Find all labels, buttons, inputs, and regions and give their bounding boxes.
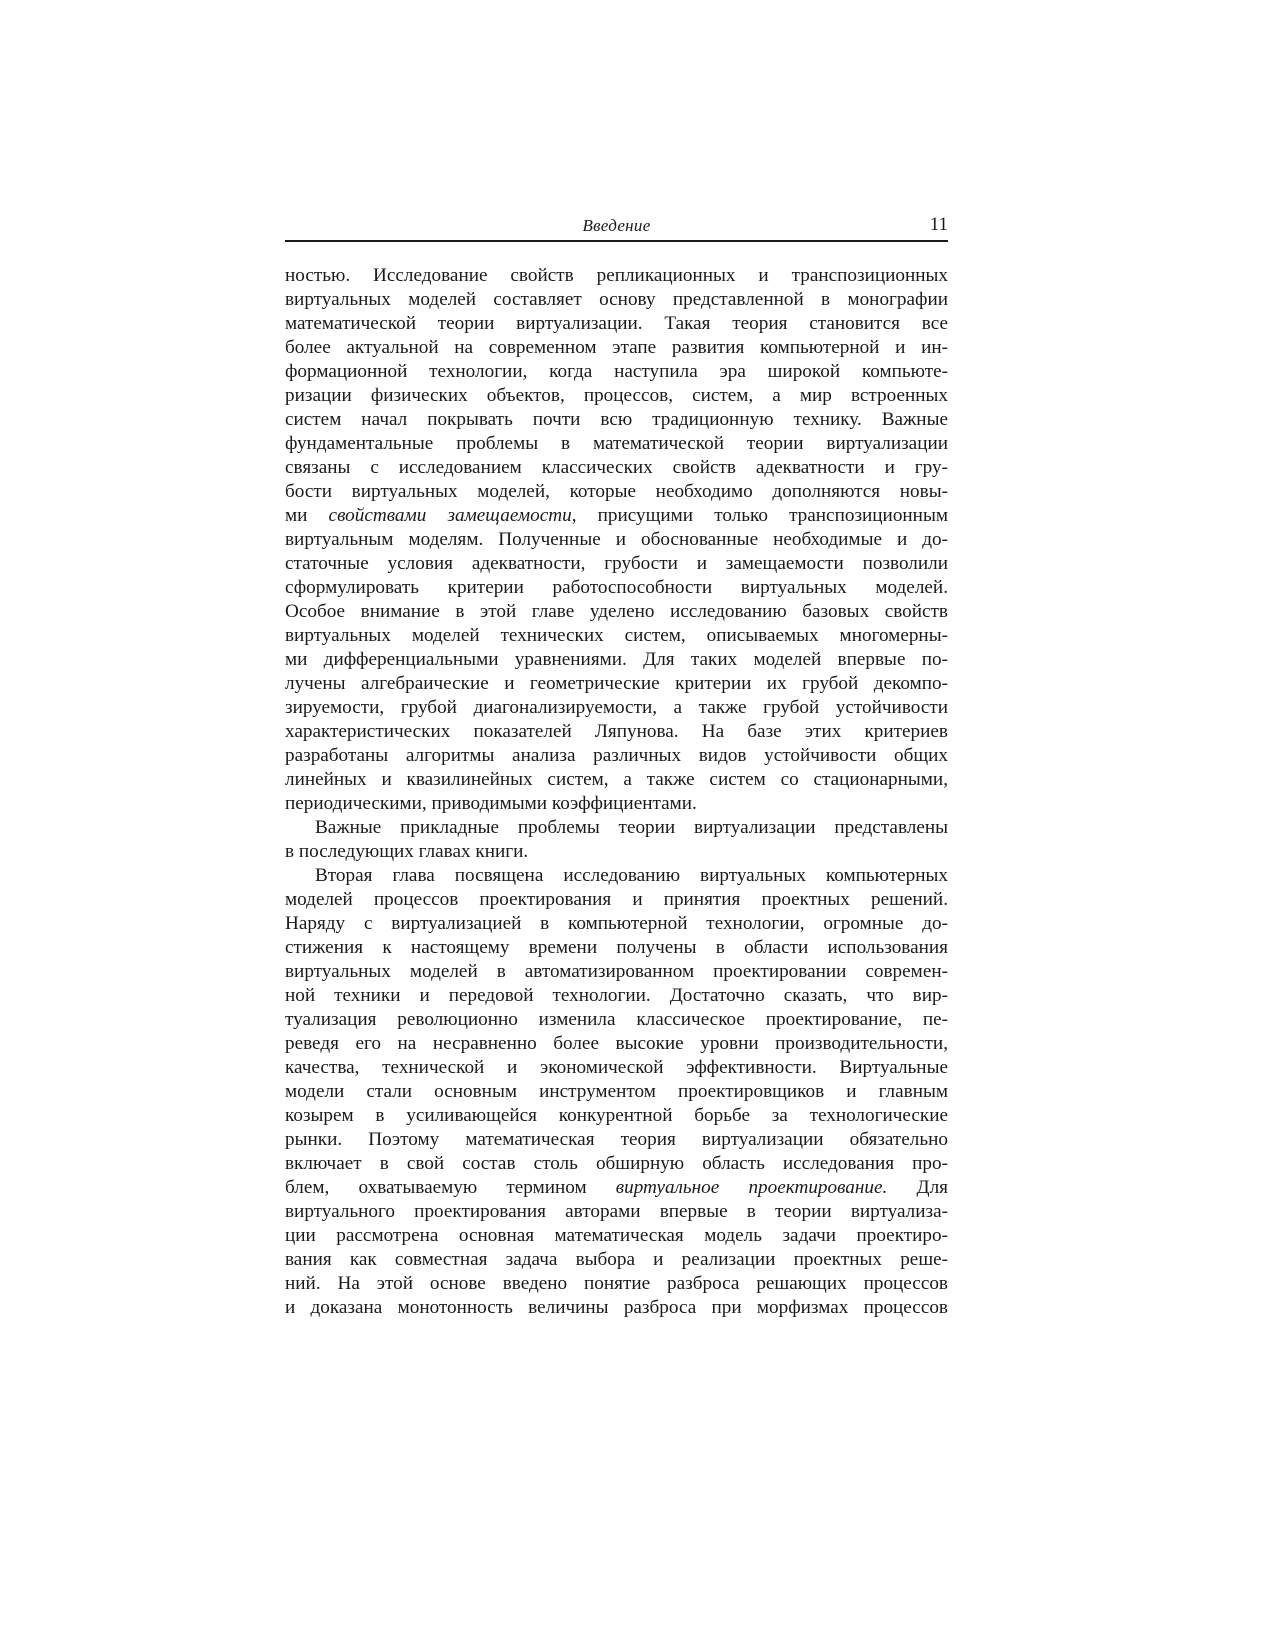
paragraph-3-line: виртуального проектирования авторами впервые в теории виртуализа-: [285, 1201, 948, 1222]
paragraph-3-line: Наряду с виртуализацией в компьютерной технологии, огромные до-: [285, 913, 948, 934]
paragraph-1-line: математической теории виртуализации. Такая теория становится все: [285, 313, 948, 334]
paragraph-3-line: вания как совместная задача выбора и реализации проектных реше-: [285, 1249, 948, 1270]
paragraph-3-line: ний. На этой основе введено понятие разброса решающих процессов: [285, 1273, 948, 1294]
paragraph-3-line: включает в свой состав столь обширную область исследования про-: [285, 1153, 948, 1174]
running-head: [285, 212, 948, 242]
paragraph-2-line: в последующих главах книги.: [285, 841, 529, 862]
page-number: 11: [929, 214, 948, 235]
paragraph-3-line: модели стали основным инструментом проектировщиков и главным: [285, 1081, 948, 1102]
paragraph-1-line: линейных и квазилинейных систем, а также систем со стационарными,: [285, 769, 948, 790]
paragraph-1-line: разработаны алгоритмы анализа различных видов устойчивости общих: [285, 745, 948, 766]
paragraph-1-line: ми дифференциальными уравнениями. Для таких моделей впервые по-: [285, 649, 948, 670]
line-text: Для: [887, 1177, 948, 1198]
paragraph-3-line: стижения к настоящему времени получены в области использования: [285, 937, 948, 958]
book-page: [285, 212, 948, 1320]
paragraph-1-line: виртуальных моделей технических систем, описываемых многомерны-: [285, 625, 948, 646]
paragraph-1-line: лучены алгебраические и геометрические критерии их грубой декомпо-: [285, 673, 948, 694]
line-text: ми: [285, 505, 329, 526]
paragraph-3-line: козырем в усиливающейся конкурентной борьбе за технологические: [285, 1105, 948, 1126]
paragraph-1-line: ностью. Исследование свойств репликационных и транспозиционных: [285, 265, 948, 286]
paragraph-1-line: бости виртуальных моделей, которые необходимо дополняются новы-: [285, 481, 948, 502]
paragraph-3-line: качества, технической и экономической эффективности. Виртуальные: [285, 1057, 948, 1078]
paragraph-3-line: туализация революционно изменила классическое проектирование, пе-: [285, 1009, 948, 1030]
paragraph-1-line: периодическими, приводимыми коэффициентами.: [285, 793, 697, 814]
paragraph-3-line: и доказана монотонность величины разброса при морфизмах процессов: [285, 1297, 948, 1318]
paragraph-1-line: сформулировать критерии работоспособности виртуальных моделей.: [285, 577, 948, 598]
line-text: , присущими только транспозиционным: [571, 505, 948, 526]
paragraph-1-line: Особое внимание в этой главе уделено исследованию базовых свойств: [285, 601, 948, 622]
paragraph-1-line: зируемости, грубой диагонализируемости, а также грубой устойчивости: [285, 697, 948, 718]
running-title: Введение: [582, 216, 651, 235]
paragraph-1-line: связаны с исследованием классических свойств адекватности и гру-: [285, 457, 948, 478]
body-text: [285, 264, 948, 1320]
paragraph-3-line: реведя его на несравненно более высокие уровни производительности,: [285, 1033, 948, 1054]
paragraph-1-line: виртуальным моделям. Полученные и обоснованные необходимые и до-: [285, 529, 948, 550]
paragraph-3-line: [285, 1176, 948, 1200]
paragraph-3-line: виртуальных моделей в автоматизированном проектировании современ-: [285, 961, 948, 982]
paragraph-1-line: характеристических показателей Ляпунова. На базе этих критериев: [285, 721, 948, 742]
paragraph-1-line: систем начал покрывать почти всю традиционную технику. Важные: [285, 409, 948, 430]
paragraph-1-line: статочные условия адекватности, грубости и замещаемости позволили: [285, 553, 948, 574]
paragraph-3-line: рынки. Поэтому математическая теория виртуализации обязательно: [285, 1129, 948, 1150]
paragraph-3-line: Вторая глава посвящена исследованию виртуальных компьютерных: [315, 865, 948, 886]
paragraph-1-line: фундаментальные проблемы в математической теории виртуализации: [285, 433, 948, 454]
italic-term: виртуальное проектирование.: [615, 1177, 888, 1198]
paragraph-1-line: виртуальных моделей составляет основу представленной в монографии: [285, 289, 948, 310]
paragraph-1-line: ризации физических объектов, процессов, систем, а мир встроенных: [285, 385, 948, 406]
paragraph-3-line: моделей процессов проектирования и принятия проектных решений.: [285, 889, 948, 910]
paragraph-1-line: [285, 504, 948, 528]
paragraph-3-line: ной техники и передовой технологии. Достаточно сказать, что вир-: [285, 985, 948, 1006]
line-text: блем, охватываемую термином: [285, 1177, 616, 1198]
paragraph-1-line: более актуальной на современном этапе развития компьютерной и ин-: [285, 337, 948, 358]
paragraph-1-line: формационной технологии, когда наступила эра широкой компьюте-: [285, 361, 948, 382]
paragraph-2-line: Важные прикладные проблемы теории виртуализации представлены: [315, 817, 948, 838]
italic-term: свойствами замещаемости: [328, 505, 572, 526]
paragraph-3-line: ции рассмотрена основная математическая модель задачи проектиро-: [285, 1225, 948, 1246]
